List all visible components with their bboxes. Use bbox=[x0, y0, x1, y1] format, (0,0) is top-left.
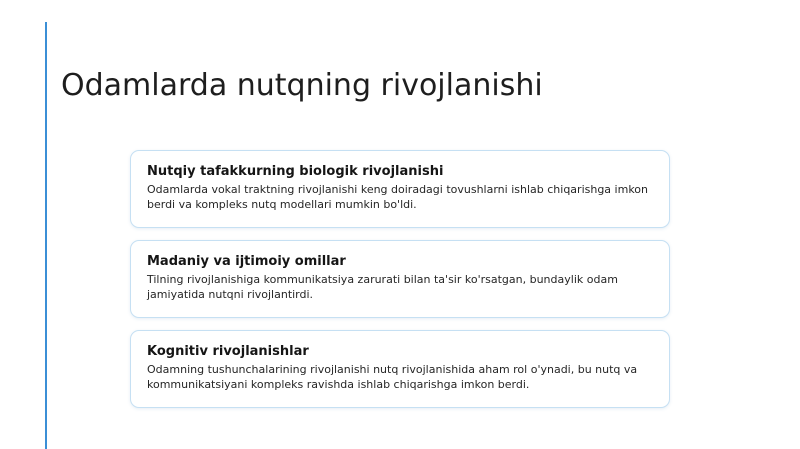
card-list bbox=[130, 150, 670, 420]
card-title: Madaniy va ijtimoiy omillar bbox=[147, 254, 346, 269]
card-title: Nutqiy tafakkurning biologik rivojlanishi bbox=[147, 164, 444, 179]
accent-divider bbox=[45, 22, 47, 449]
card-biological bbox=[130, 150, 670, 228]
card-cognitive bbox=[130, 330, 670, 408]
card-body: Tilning rivojlanishiga kommunikatsiya zarurati bilan ta'sir ko'rsatgan, bundaylik odam jamiyatida nutqni rivojlantirdi. bbox=[147, 273, 618, 301]
card-body: Odamning tushunchalarining rivojlanishi nutq rivojlanishida aham rol o'ynadi, bu nutq va kommunikatsiyani kompleks ravishda ishlab chiqarishga imkon berdi. bbox=[147, 363, 638, 391]
card-cultural bbox=[130, 240, 670, 318]
card-body: Odamlarda vokal traktning rivojlanishi keng doiradagi tovushlarni ishlab chiqarishga imkon berdi va kompleks nutq modellari mumkin bo'ldi. bbox=[147, 183, 648, 211]
card-title: Kognitiv rivojlanishlar bbox=[147, 344, 309, 359]
slide-title: Odamlarda nutqning rivojlanishi bbox=[61, 68, 543, 104]
